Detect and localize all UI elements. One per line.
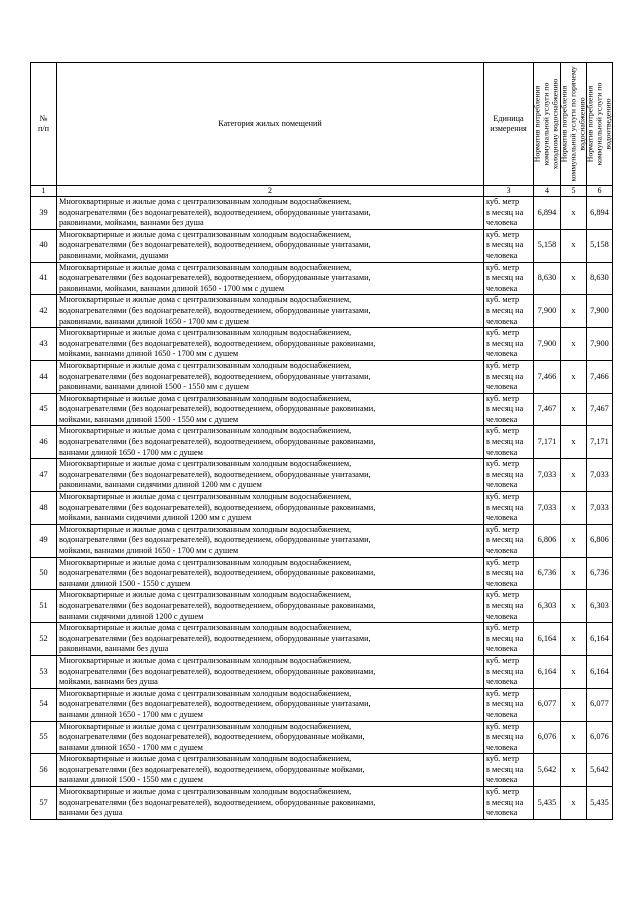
unit-line: куб. метр [486,393,520,403]
row-unit [484,754,534,787]
row-number: 48 [31,492,57,525]
row-hot-water: х [561,262,587,295]
category-line: водонагревателями (без водонагревателей), водоотведением, оборудованные мойками, [59,764,365,774]
row-unit [484,557,534,590]
unit-line: куб. метр [486,295,520,305]
row-hot-water: х [561,721,587,754]
row-cold-water: 5,158 [534,229,561,262]
row-cold-water: 8,630 [534,262,561,295]
row-category [57,262,484,295]
row-unit [484,262,534,295]
category-line: Многоквартирные и жилые дома с централизованным холодным водоснабжением, [59,459,352,469]
column-numbers-row [31,186,613,197]
row-category [57,524,484,557]
unit-line: человека [486,677,518,687]
category-line: раковинами, ваннами сидячими длиной 1200 мм с душем [59,480,262,490]
category-line: водонагревателями (без водонагревателей), водоотведением, оборудованные унитазами, [59,207,371,217]
row-number: 50 [31,557,57,590]
header-hot-water-cell [561,63,587,186]
row-drainage: 6,894 [587,197,613,230]
row-category [57,590,484,623]
category-line: водонагревателями (без водонагревателей), водоотведением, оборудованные унитазами, [59,535,371,545]
row-category [57,459,484,492]
table-row [31,655,613,688]
unit-line: в месяц на [486,371,524,381]
row-drainage: 7,033 [587,459,613,492]
category-line: водонагревателями (без водонагревателей), водоотведением, оборудованные унитазами, [59,633,371,643]
row-drainage: 6,077 [587,688,613,721]
header-unit: Единица измерения [484,63,534,186]
unit-line: в месяц на [486,338,524,348]
category-line: мойками, ваннами сидячими длиной 1200 мм с душем [59,513,252,523]
row-cold-water: 6,077 [534,688,561,721]
category-line: Многоквартирные и жилые дома с централизованным холодным водоснабжением, [59,492,352,502]
row-unit [484,623,534,656]
category-line: раковинами, мойками, душами [59,250,169,260]
category-line: Многоквартирные и жилые дома с централизованным холодным водоснабжением, [59,328,352,338]
unit-line: в месяц на [486,273,524,283]
table-row [31,623,613,656]
header-cold-water-cell [534,63,561,186]
category-line: ваннами длиной 1500 - 1550 с душем [59,578,191,588]
row-hot-water: х [561,688,587,721]
row-hot-water: х [561,229,587,262]
unit-line: куб. метр [486,459,520,469]
unit-line: куб. метр [486,328,520,338]
table-row [31,557,613,590]
table-row [31,754,613,787]
category-line: Многоквартирные и жилые дома с централизованным холодным водоснабжением, [59,524,352,534]
row-unit [484,229,534,262]
row-drainage: 5,642 [587,754,613,787]
row-hot-water: х [561,459,587,492]
table-row [31,787,613,820]
unit-line: в месяц на [486,469,524,479]
category-line: мойками, ваннами длиной 1650 - 1700 мм с душем [59,546,239,555]
unit-line: в месяц на [486,633,524,643]
row-category [57,721,484,754]
category-line: ваннами длиной 1650 - 1700 мм с душем [59,709,203,719]
row-unit [484,655,534,688]
row-drainage: 7,466 [587,360,613,393]
category-line: Многоквартирные и жилые дома с централизованным холодным водоснабжением, [59,393,352,403]
table-row [31,524,613,557]
row-hot-water: х [561,590,587,623]
row-hot-water: х [561,655,587,688]
row-drainage: 8,630 [587,262,613,295]
row-category [57,688,484,721]
row-unit [484,197,534,230]
row-category [57,426,484,459]
unit-line: человека [486,349,518,359]
column-number: 4 [534,186,561,197]
unit-line: куб. метр [486,721,520,731]
row-drainage: 6,736 [587,557,613,590]
row-unit [484,426,534,459]
table-row [31,492,613,525]
unit-line: в месяц на [486,797,524,807]
category-line: водонагревателями (без водонагревателей), водоотведением, оборудованные унитазами, [59,699,371,709]
row-drainage: 7,900 [587,295,613,328]
category-line: водонагревателями (без водонагревателей), водоотведением, оборудованные раковинами, [59,666,376,676]
category-line: водонагревателями (без водонагревателей), водоотведением, оборудованные раковинами, [59,568,376,578]
row-unit [484,721,534,754]
category-line: водонагревателями (без водонагревателей), водоотведением, оборудованные раковинами, [59,404,376,414]
table-row [31,688,613,721]
column-number: 3 [484,186,534,197]
category-line: раковинами, мойками, ваннами длиной 1650 - 1700 мм с душем [59,283,285,293]
category-line: Многоквартирные и жилые дома с централизованным холодным водоснабжением, [59,590,352,600]
category-line: водонагревателями (без водонагревателей), водоотведением, оборудованные унитазами, [59,273,371,283]
row-hot-water: х [561,295,587,328]
row-category [57,623,484,656]
column-number: 1 [31,186,57,197]
row-cold-water: 7,900 [534,295,561,328]
unit-line: человека [486,611,518,621]
row-category [57,360,484,393]
category-line: Многоквартирные и жилые дома с централизованным холодным водоснабжением, [59,557,352,567]
table-row [31,295,613,328]
category-line: Многоквартирные и жилые дома с централизованным холодным водоснабжением, [59,229,352,239]
column-number: 2 [57,186,484,197]
row-hot-water: х [561,557,587,590]
table-row [31,229,613,262]
unit-line: человека [486,775,518,785]
unit-line: в месяц на [486,437,524,447]
row-hot-water: х [561,393,587,426]
row-cold-water: 7,466 [534,360,561,393]
norms-table-sheet [30,62,612,820]
row-cold-water: 6,076 [534,721,561,754]
unit-line: куб. метр [486,524,520,534]
unit-line: человека [486,513,518,523]
row-number: 46 [31,426,57,459]
row-cold-water: 6,164 [534,623,561,656]
category-line: водонагревателями (без водонагревателей), водоотведением, оборудованные мойками, [59,732,365,742]
unit-line: куб. метр [486,197,520,206]
row-category [57,492,484,525]
row-cold-water: 6,806 [534,524,561,557]
unit-line: в месяц на [486,764,524,774]
row-unit [484,295,534,328]
table-row [31,426,613,459]
row-category [57,557,484,590]
row-drainage: 7,171 [587,426,613,459]
row-drainage: 6,303 [587,590,613,623]
row-number: 47 [31,459,57,492]
header-hot-water: Норматив потребления коммунальной услуги по горячему водоснабжению [559,66,586,182]
row-number: 51 [31,590,57,623]
category-line: водонагревателями (без водонагревателей), водоотведением, оборудованные унитазами, [59,469,371,479]
row-cold-water: 6,894 [534,197,561,230]
row-hot-water: х [561,787,587,820]
row-hot-water: х [561,524,587,557]
row-number: 40 [31,229,57,262]
category-line: раковинами, ваннами без душа [59,644,169,654]
table-row [31,459,613,492]
row-cold-water: 7,171 [534,426,561,459]
unit-line: в месяц на [486,305,524,315]
unit-line: куб. метр [486,655,520,665]
unit-line: человека [486,808,518,818]
unit-line: человека [486,742,518,752]
unit-line: в месяц на [486,699,524,709]
norms-table [30,62,613,820]
unit-line: в месяц на [486,535,524,545]
row-unit [484,590,534,623]
category-line: раковинами, мойками, ваннами без душа [59,218,204,228]
table-row [31,721,613,754]
row-unit [484,393,534,426]
row-drainage: 6,806 [587,524,613,557]
row-category [57,754,484,787]
row-category [57,393,484,426]
row-number: 45 [31,393,57,426]
unit-line: человека [486,414,518,424]
table-header [31,63,613,197]
row-hot-water: х [561,426,587,459]
category-line: водонагревателями (без водонагревателей), водоотведением, оборудованные унитазами, [59,371,371,381]
row-cold-water: 5,642 [534,754,561,787]
unit-line: в месяц на [486,404,524,414]
unit-line: человека [486,283,518,293]
row-cold-water: 5,435 [534,787,561,820]
row-unit [484,492,534,525]
category-line: водонагревателями (без водонагревателей), водоотведением, оборудованные унитазами, [59,240,371,250]
row-unit [484,524,534,557]
unit-line: куб. метр [486,590,520,600]
header-drainage-cell [587,63,613,186]
row-drainage: 7,033 [587,492,613,525]
row-hot-water: х [561,360,587,393]
row-number: 52 [31,623,57,656]
row-number: 55 [31,721,57,754]
category-line: Многоквартирные и жилые дома с централизованным холодным водоснабжением, [59,360,352,370]
row-number: 56 [31,754,57,787]
row-drainage: 5,435 [587,787,613,820]
row-cold-water: 7,900 [534,328,561,361]
header-row [31,63,613,186]
table-row [31,393,613,426]
unit-line: куб. метр [486,787,520,797]
category-line: Многоквартирные и жилые дома с централизованным холодным водоснабжением, [59,787,352,797]
unit-line: в месяц на [486,666,524,676]
row-cold-water: 7,033 [534,459,561,492]
row-number: 49 [31,524,57,557]
unit-line: человека [486,578,518,588]
unit-line: куб. метр [486,754,520,764]
header-category: Категория жилых помещений [57,63,484,186]
unit-line: человека [486,709,518,719]
category-line: водонагревателями (без водонагревателей), водоотведением, оборудованные раковинами, [59,600,376,610]
header-drainage: Норматив потребления коммунальной услуги по водоотведению [585,82,612,166]
row-category [57,229,484,262]
category-line: мойками, ваннами без душа [59,677,158,687]
category-line: Многоквартирные и жилые дома с централизованным холодным водоснабжением, [59,688,352,698]
row-hot-water: х [561,623,587,656]
row-category [57,295,484,328]
unit-line: в месяц на [486,600,524,610]
unit-line: куб. метр [486,688,520,698]
unit-line: человека [486,382,518,392]
column-number: 6 [587,186,613,197]
category-line: ваннами без душа [59,808,123,818]
category-line: водонагревателями (без водонагревателей), водоотведением, оборудованные унитазами, [59,305,371,315]
row-number: 39 [31,197,57,230]
unit-line: в месяц на [486,732,524,742]
row-cold-water: 7,467 [534,393,561,426]
header-number: № п/п [31,63,57,186]
unit-line: человека [486,480,518,490]
row-cold-water: 6,736 [534,557,561,590]
unit-line: куб. метр [486,262,520,272]
table-row [31,360,613,393]
unit-line: человека [486,447,518,457]
category-line: водонагревателями (без водонагревателей), водоотведением, оборудованные раковинами, [59,797,376,807]
row-unit [484,787,534,820]
unit-line: человека [486,546,518,555]
table-body [31,197,613,820]
unit-line: куб. метр [486,360,520,370]
category-line: Многоквартирные и жилые дома с централизованным холодным водоснабжением, [59,754,352,764]
category-line: Многоквартирные и жилые дома с централизованным холодным водоснабжением, [59,623,352,633]
row-hot-water: х [561,197,587,230]
row-hot-water: х [561,328,587,361]
category-line: ваннами длиной 1650 - 1700 мм с душем [59,742,203,752]
category-line: Многоквартирные и жилые дома с централизованным холодным водоснабжением, [59,655,352,665]
row-cold-water: 6,164 [534,655,561,688]
table-row [31,262,613,295]
unit-line: куб. метр [486,623,520,633]
category-line: Многоквартирные и жилые дома с централизованным холодным водоснабжением, [59,197,352,206]
table-row [31,197,613,230]
table-row [31,328,613,361]
row-category [57,655,484,688]
unit-line: в месяц на [486,240,524,250]
row-drainage: 7,467 [587,393,613,426]
row-number: 44 [31,360,57,393]
unit-line: в месяц на [486,568,524,578]
row-drainage: 7,900 [587,328,613,361]
unit-line: куб. метр [486,492,520,502]
row-drainage: 6,164 [587,623,613,656]
row-number: 42 [31,295,57,328]
row-cold-water: 6,303 [534,590,561,623]
row-unit [484,688,534,721]
row-category [57,328,484,361]
row-cold-water: 7,033 [534,492,561,525]
category-line: ваннами длиной 1500 - 1550 мм с душем [59,775,203,785]
row-drainage: 6,076 [587,721,613,754]
category-line: Многоквартирные и жилые дома с централизованным холодным водоснабжением, [59,262,352,272]
row-unit [484,459,534,492]
category-line: водонагревателями (без водонагревателей), водоотведением, оборудованные раковинами, [59,502,376,512]
row-hot-water: х [561,754,587,787]
category-line: ваннами длиной 1650 - 1700 мм с душем [59,447,203,457]
row-drainage: 5,158 [587,229,613,262]
table-row [31,590,613,623]
unit-line: человека [486,316,518,326]
row-category [57,197,484,230]
row-hot-water: х [561,492,587,525]
unit-line: куб. метр [486,426,520,436]
row-number: 54 [31,688,57,721]
row-number: 57 [31,787,57,820]
row-category [57,787,484,820]
category-line: мойками, ваннами длиной 1650 - 1700 мм с душем [59,349,239,359]
header-cold-water: Норматив потребления коммунальной услуги по холодному водоснабжению [532,78,560,170]
unit-line: человека [486,644,518,654]
unit-line: человека [486,218,518,228]
category-line: Многоквартирные и жилые дома с централизованным холодным водоснабжением, [59,721,352,731]
category-line: водонагревателями (без водонагревателей), водоотведением, оборудованные раковинами, [59,338,376,348]
unit-line: в месяц на [486,207,524,217]
row-number: 53 [31,655,57,688]
column-number: 5 [561,186,587,197]
unit-line: человека [486,250,518,260]
category-line: раковинами, ваннами длиной 1650 - 1700 мм с душем [59,316,249,326]
row-drainage: 6,164 [587,655,613,688]
unit-line: куб. метр [486,557,520,567]
unit-line: куб. метр [486,229,520,239]
category-line: ваннами сидячими длиной 1200 с душем [59,611,204,621]
category-line: мойками, ваннами длиной 1500 - 1550 мм с душем [59,414,239,424]
category-line: раковинами, ваннами длиной 1500 - 1550 мм с душем [59,382,249,392]
row-unit [484,328,534,361]
category-line: Многоквартирные и жилые дома с централизованным холодным водоснабжением, [59,426,352,436]
unit-line: в месяц на [486,502,524,512]
category-line: водонагревателями (без водонагревателей), водоотведением, оборудованные раковинами, [59,437,376,447]
row-number: 41 [31,262,57,295]
row-unit [484,360,534,393]
row-number: 43 [31,328,57,361]
category-line: Многоквартирные и жилые дома с централизованным холодным водоснабжением, [59,295,352,305]
